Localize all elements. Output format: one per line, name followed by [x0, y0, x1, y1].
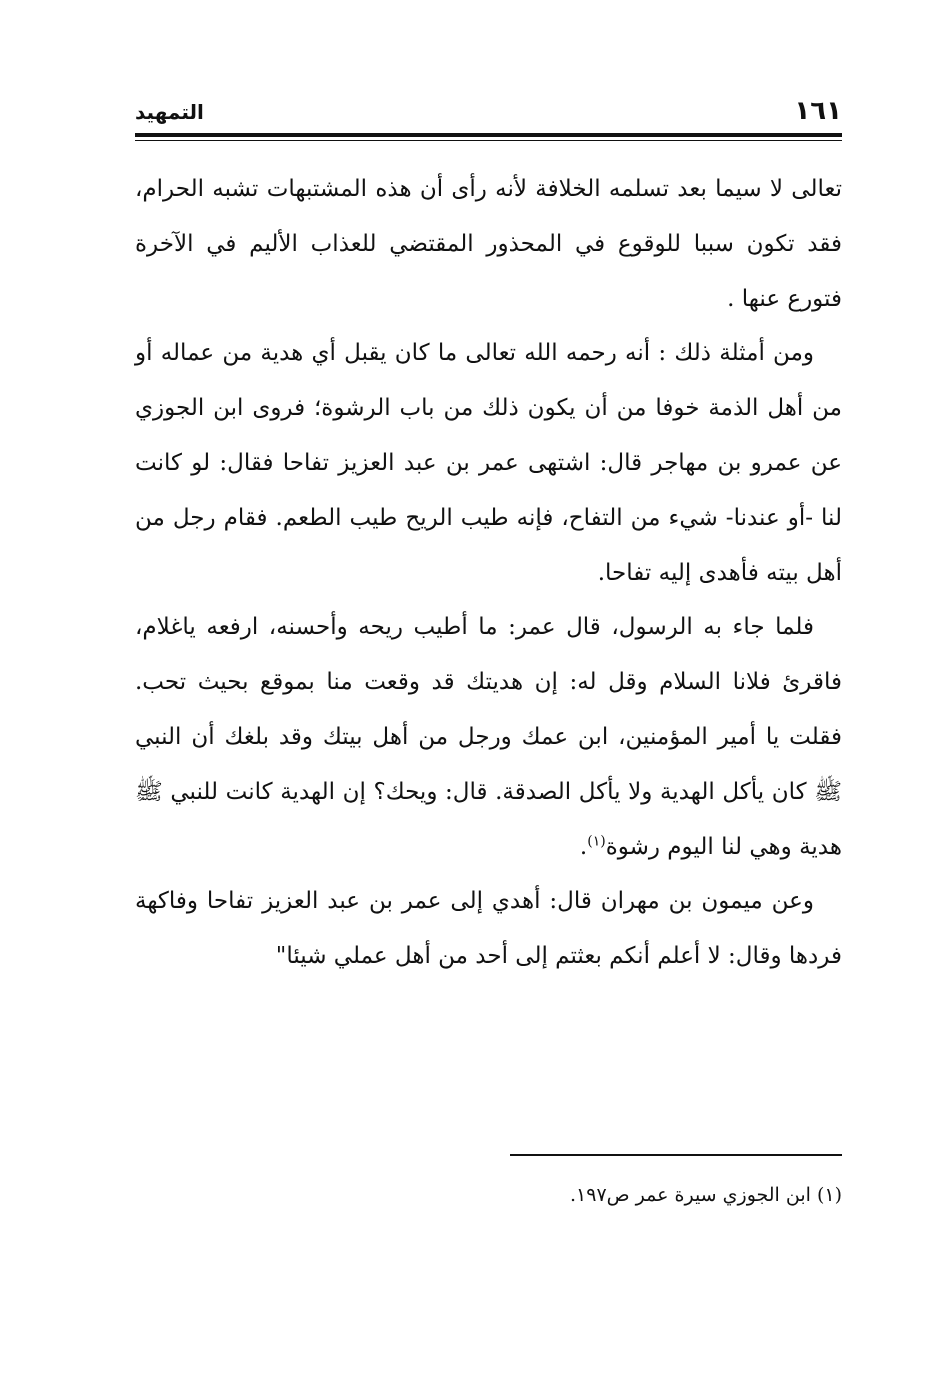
footnote-separator: [510, 1154, 842, 1156]
header-rule-thick: [135, 133, 842, 137]
paragraph-3-end: .: [579, 833, 588, 860]
footnote-reference: (١): [587, 832, 606, 849]
paragraph-2: ومن أمثلة ذلك : أنه رحمه الله تعالى ما كان يقبل أي هدية من عماله أو من أهل الذمة خوفا من أن يكون ذلك من باب الرشوة؛ فروى ابن الجوزي عن عمرو بن مهاجر قال: اشتهى عمر بن عبد العزيز تفاحا فقال: لو كانت لنا -أو عندنا- شيء من التفاح، فإنه طيب الريح طيب الطعم. فقام رجل من أهل بيته فأهدى إليه تفاحا.: [135, 340, 842, 586]
footnote: (١) ابن الجوزي سيرة عمر ص١٩٧.: [569, 1184, 842, 1206]
paragraph-3-text: فلما جاء به الرسول، قال عمر: ما أطيب ريحه وأحسنه، ارفعه ياغلام، فاقرئ فلانا السلام وقل له: إن هديتك قد وقعت منا بموقع بحيث تحب. فقلت يا أمير المؤمنين، ابن عمك ورجل من أهل بيتك وقد بلغك أن النبي ﷺ كان يأكل الهدية ولا يأكل الصدقة. قال: ويحك؟ إن الهدية كانت للنبي ﷺ هدية وهي لنا اليوم رشوة: [135, 614, 842, 860]
running-title: التمهيد: [135, 100, 204, 124]
paragraph-3: [135, 600, 842, 874]
paragraph-4: وعن ميمون بن مهران قال: أهدي إلى عمر بن عبد العزيز تفاحا وفاكهة فردها وقال: لا أعلم أنكم بعثتم إلى أحد من أهل عملي شيئا": [135, 888, 842, 970]
page-number: ١٦١: [794, 96, 842, 126]
body-text: [135, 162, 842, 984]
header-rule-thin: [135, 140, 842, 141]
paragraph-1: تعالى لا سيما بعد تسلمه الخلافة لأنه رأى أن هذه المشتبهات تشبه الحرام، فقد تكون سببا للوقوع في المحذور المقتضي للعذاب الأليم في الآخرة فتورع عنها .: [135, 176, 842, 312]
page-header: [135, 96, 842, 130]
